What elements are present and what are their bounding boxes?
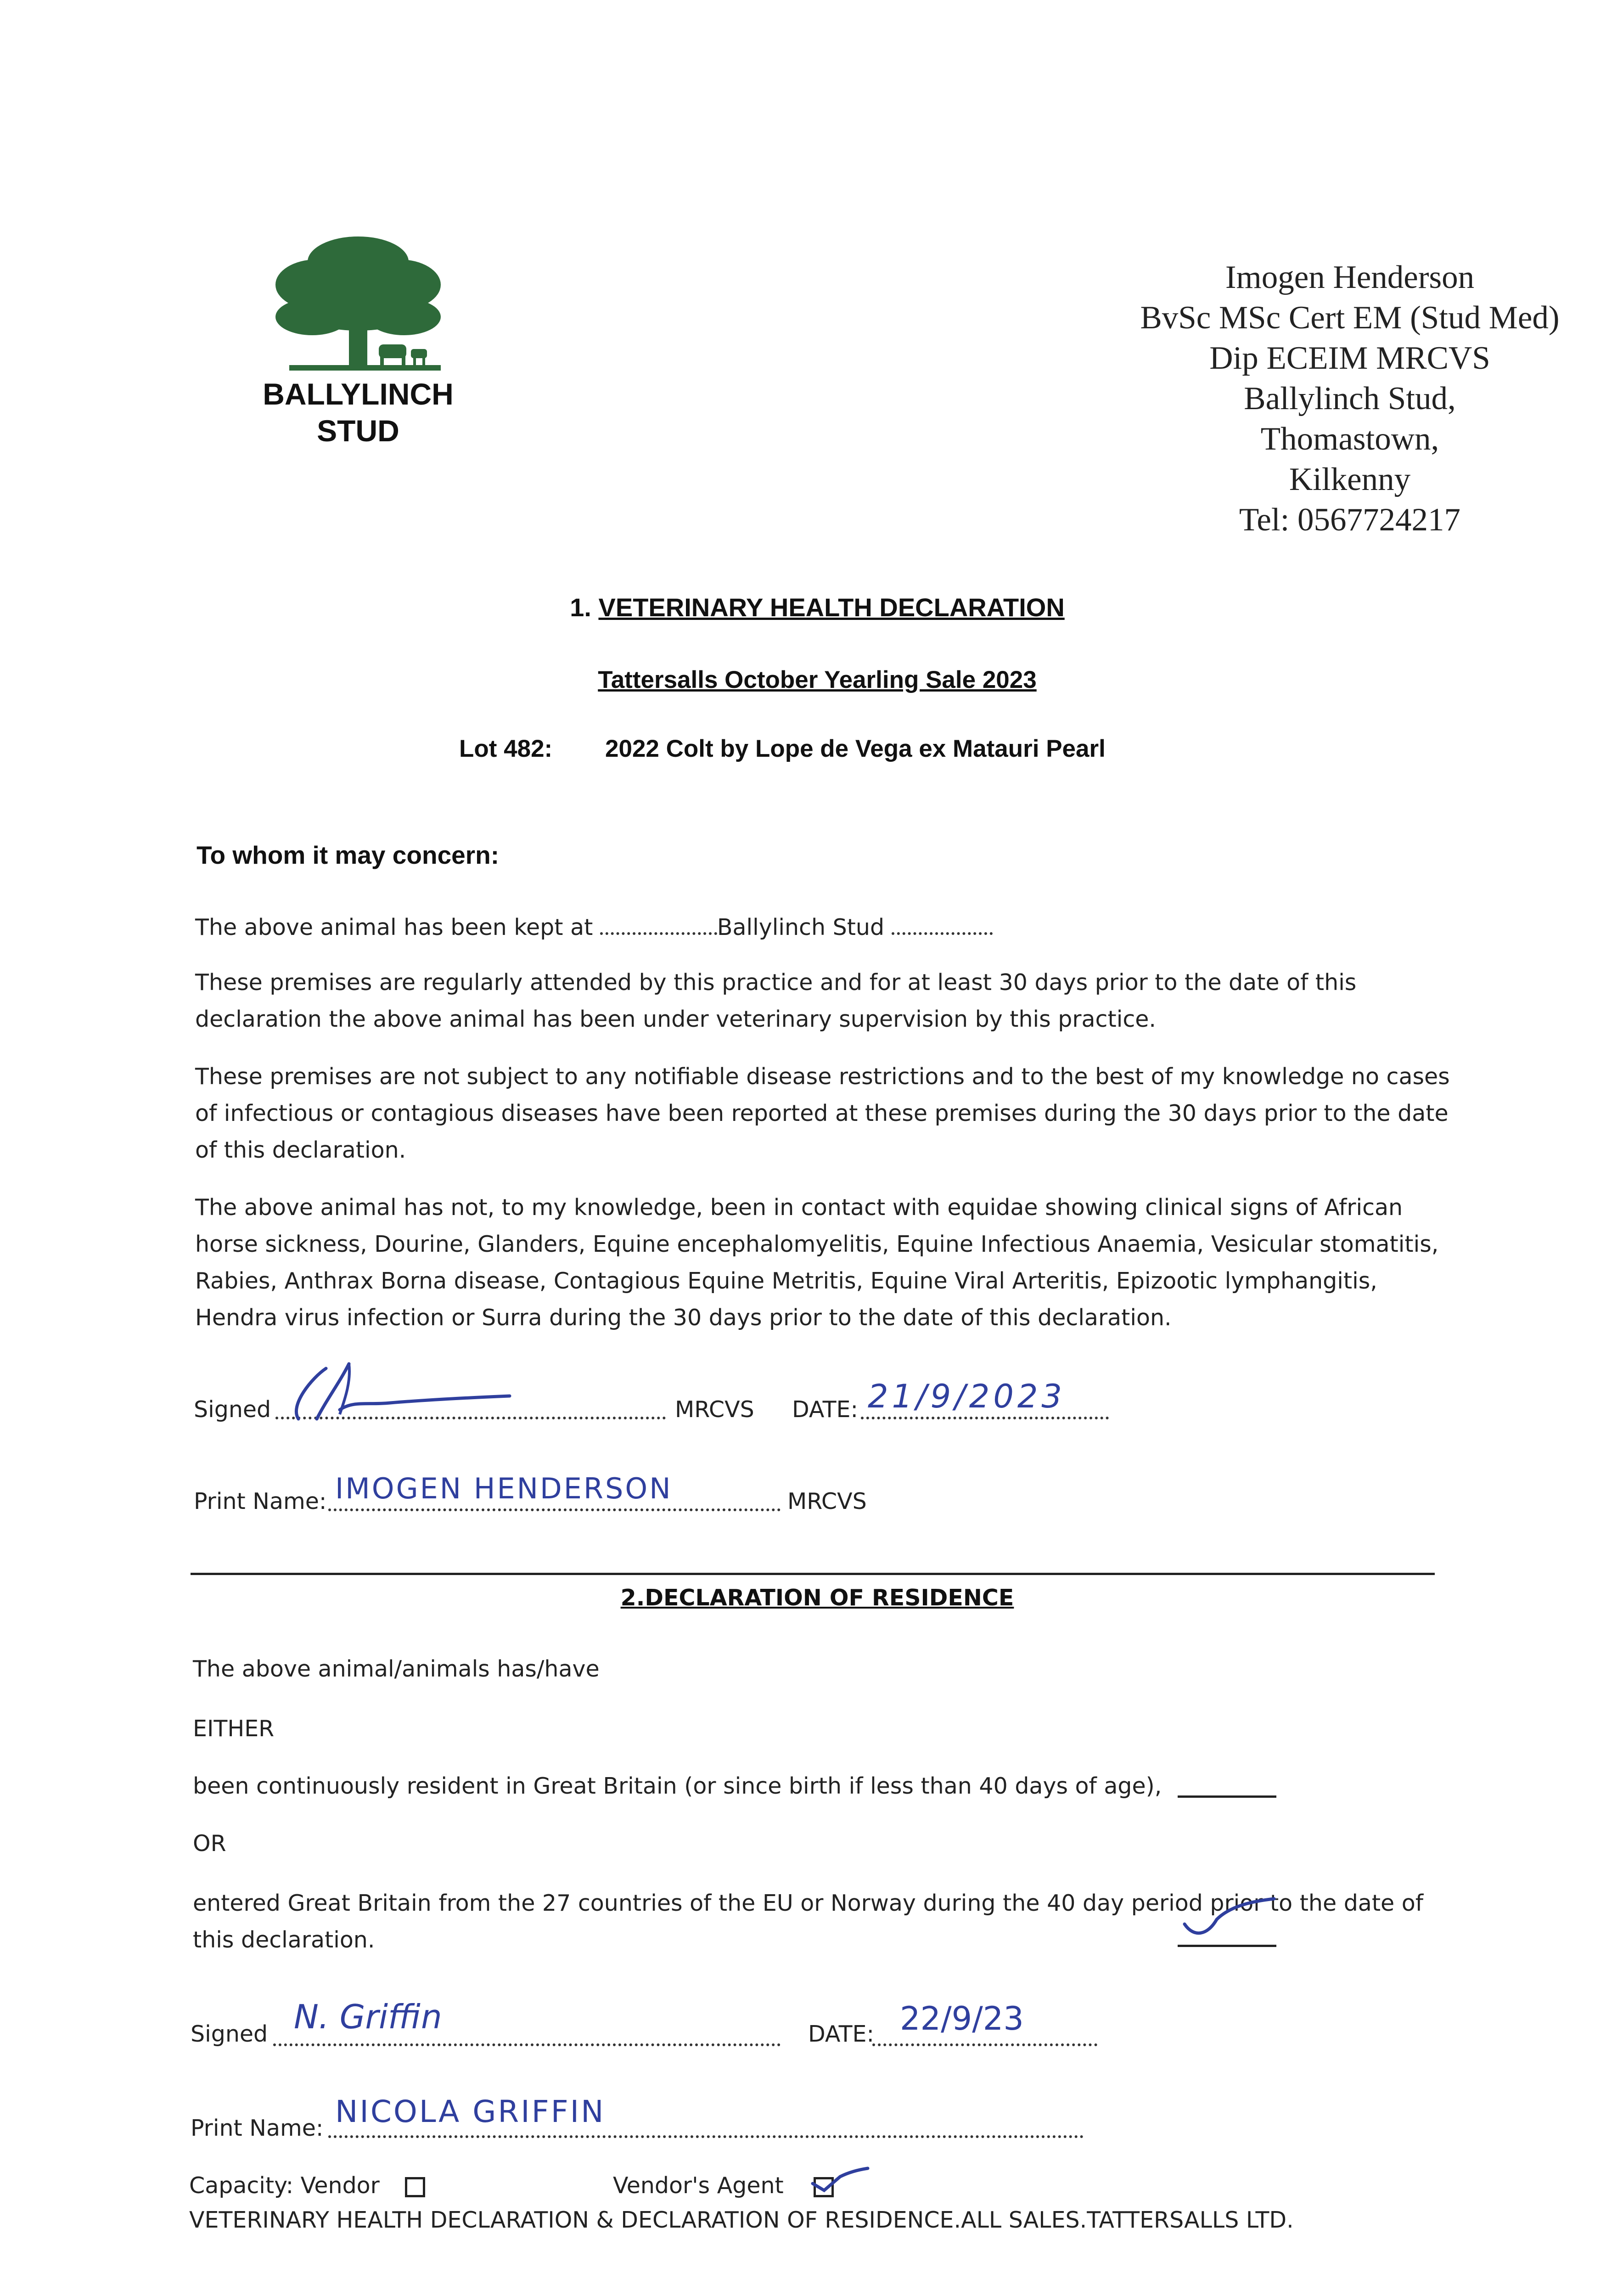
- text-line: this declaration.: [193, 1927, 375, 1953]
- kept-at-prefix: The above animal has been kept at: [195, 914, 593, 940]
- text-line: These premises are not subject to any notifiable disease restrictions and to the best of my knowledge no cases: [195, 1064, 1450, 1090]
- kept-at-place: Ballylinch Stud: [717, 914, 885, 940]
- logo-line1: BALLYLINCH: [263, 377, 454, 411]
- address-line: Dip ECEIM MRCVS: [1209, 340, 1490, 376]
- kept-at-line: [195, 909, 993, 946]
- text-line: declaration the above animal has been under veterinary supervision by this practice.: [195, 1006, 1156, 1032]
- vet-print-name-line: [328, 1508, 781, 1511]
- section1-title: VETERINARY HEALTH DECLARATION: [598, 593, 1065, 622]
- address-line: Thomastown,: [1260, 421, 1439, 457]
- option-resident: been continuously resident in Great Britain (or since birth if less than 40 days of age),: [193, 1773, 1162, 1799]
- option-entered-tick-icon: [1175, 1892, 1281, 1947]
- lot-label: Lot 482:: [459, 735, 553, 762]
- text-line: horse sickness, Dourine, Glanders, Equine encephalomyelitis, Equine Infectious Anaemia, Vesicular stomatitis,: [195, 1231, 1439, 1257]
- kept-at-dots-right: [892, 932, 993, 935]
- option-resident-blank: [1178, 1795, 1276, 1798]
- vendor-signature-value: N. Griffin: [294, 1998, 442, 2036]
- vet-print-name-label: Print Name:: [194, 1488, 327, 1514]
- vet-mrcvs-label: MRCVS: [675, 1396, 754, 1423]
- text-line: These premises are regularly attended by this practice and for at least 30 days prior to the date of this: [195, 969, 1357, 996]
- kept-at-dots-left: [600, 932, 717, 935]
- text-line: The above animal has not, to my knowledge, been in contact with equidae showing clinical signs of African: [195, 1194, 1403, 1221]
- lot-description: 2022 Colt by Lope de Vega ex Matauri Pearl: [605, 735, 1106, 762]
- address-line: Tel: 0567724217: [1239, 502, 1461, 538]
- section1-number: 1.: [570, 593, 591, 622]
- vet-date-line: [861, 1417, 1109, 1419]
- or-label: OR: [193, 1830, 226, 1857]
- text-line: Rabies, Anthrax Borna disease, Contagious Equine Metritis, Equine Viral Arteritis, Epizootic lymphangitis,: [195, 1268, 1377, 1294]
- residence-intro: The above animal/animals has/have: [193, 1656, 600, 1682]
- vendor-signature-line: [273, 2043, 781, 2046]
- vendor-print-name-value: NICOLA GRIFFIN: [335, 2094, 606, 2129]
- ballylinch-logo: [239, 234, 477, 450]
- address-line: Imogen Henderson: [1225, 259, 1475, 295]
- text-line: of infectious or contagious diseases have been reported at these premises during the 30 days prior to the date: [195, 1100, 1449, 1126]
- paragraph-supervision: [195, 964, 1481, 1038]
- vet-signature-icon: [271, 1350, 528, 1433]
- vendor-agent-tick-icon: [808, 2163, 872, 2200]
- vet-print-name-value: IMOGEN HENDERSON: [335, 1472, 673, 1505]
- vendor-print-name-line: [328, 2135, 1084, 2138]
- sale-title: Tattersalls October Yearling Sale 2023: [598, 666, 1037, 693]
- capacity-line: [189, 2167, 425, 2204]
- option-entered: [193, 1885, 1478, 1958]
- vendor-date-label: DATE:: [808, 2021, 874, 2047]
- address-line: Ballylinch Stud,: [1244, 381, 1456, 416]
- form-footer: VETERINARY HEALTH DECLARATION & DECLARATION OF RESIDENCE.ALL SALES.TATTERSALLS LTD.: [189, 2207, 1294, 2233]
- section2-heading: 2.DECLARATION OF RESIDENCE: [620, 1585, 1014, 1611]
- address-line: Kilkenny: [1289, 461, 1411, 497]
- text-line: Hendra virus infection or Surra during the 30 days prior to the date of this declaration.: [195, 1305, 1172, 1331]
- vet-signed-label: Signed: [194, 1396, 271, 1423]
- capacity-vendor-label: Capacity: Vendor: [189, 2172, 380, 2199]
- either-label: EITHER: [193, 1716, 275, 1742]
- vet-address-block: [1093, 257, 1607, 540]
- salutation: To whom it may concern:: [197, 841, 500, 869]
- paragraph-restrictions: [195, 1058, 1527, 1169]
- vendor-agent-label: Vendor's Agent: [613, 2172, 784, 2199]
- vendor-checkbox[interactable]: [405, 2177, 425, 2197]
- text-line: of this declaration.: [195, 1137, 406, 1163]
- section1-heading: [459, 592, 1175, 622]
- paragraph-diseases: [195, 1189, 1527, 1336]
- vet-date-value: 21/9/2023: [868, 1378, 1066, 1415]
- vendor-print-name-label: Print Name:: [191, 2115, 324, 2141]
- vendor-date-line: [872, 2043, 1097, 2046]
- vendor-date-value: 22/9/23: [900, 2000, 1024, 2037]
- text-line: entered Great Britain from the 27 countries of the EU or Norway during the 40 day period prior to the date of: [193, 1890, 1423, 1916]
- vet-date-label: DATE:: [792, 1396, 858, 1423]
- section-divider: [191, 1573, 1435, 1575]
- logo-line2: STUD: [317, 414, 399, 448]
- tree-logo-icon: [262, 234, 455, 381]
- address-line: BvSc MSc Cert EM (Stud Med): [1140, 300, 1560, 336]
- vendor-agent-line: [613, 2167, 834, 2204]
- vet-print-mrcvs-label: MRCVS: [787, 1488, 867, 1514]
- vendor-signed-label: Signed: [191, 2021, 268, 2047]
